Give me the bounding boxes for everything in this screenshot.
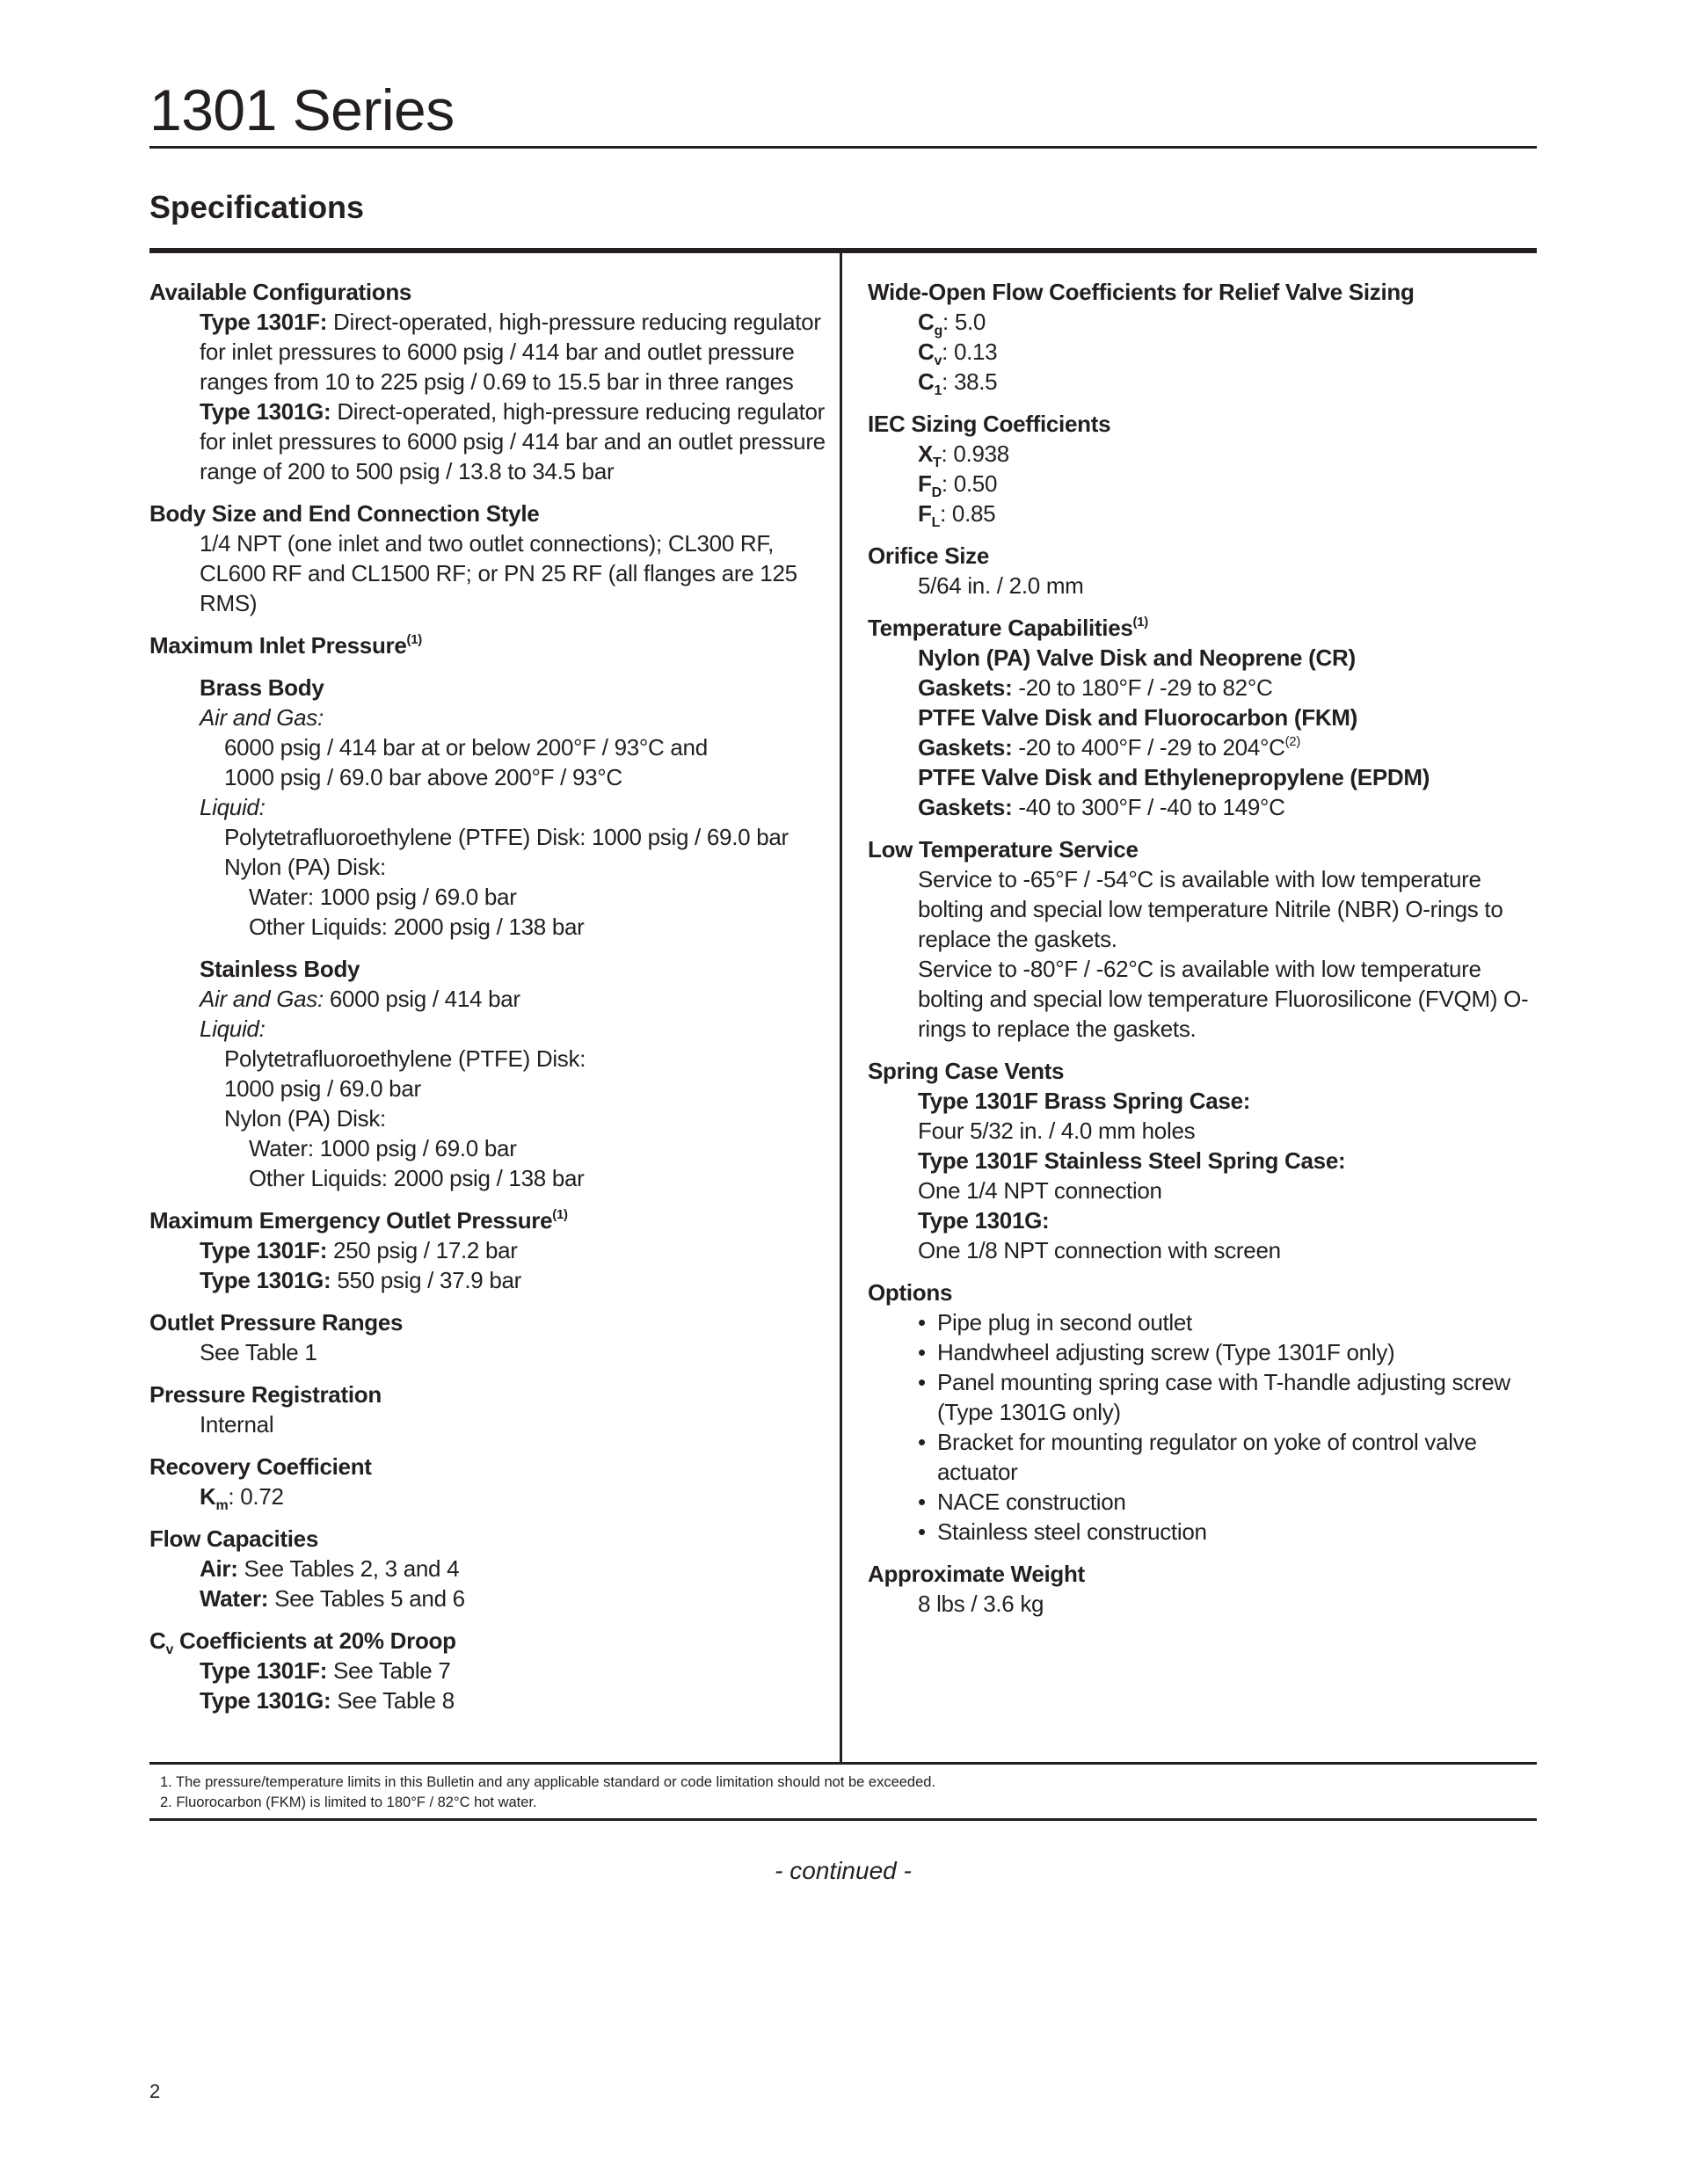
spec-text: Internal [200, 1411, 274, 1438]
bullet-icon: • [918, 1489, 926, 1515]
page-number: 2 [149, 2080, 161, 2102]
spec-text: 5/64 in. / 2.0 mm [918, 572, 1084, 599]
right-column [868, 277, 1536, 1631]
spec-text: One 1/8 NPT connection with screen [918, 1237, 1281, 1263]
spec-text: Water: See Tables 5 and 6 [200, 1585, 465, 1612]
list-item: • Pipe plug in second outlet [918, 1309, 1192, 1336]
spec-text: $F_L$: 0.85 [918, 500, 996, 530]
spec-text: Polytetrafluoroethylene (PTFE) Disk: 1000 psig / 69.0 bar [224, 824, 789, 850]
spec-heading: Available Configurations [149, 279, 412, 305]
spec-subheading: Type 1301F Brass Spring Case: [918, 1088, 1251, 1114]
spec-text: Water: 1000 psig / 69.0 bar [249, 1135, 517, 1161]
spec-heading: Outlet Pressure Ranges [149, 1309, 404, 1336]
spec-text: Other Liquids: 2000 psig / 138 bar [249, 914, 585, 940]
spec-heading: IEC Sizing Coefficients [868, 411, 1111, 437]
spec-text: $X_T$: 0.938 [918, 440, 1009, 470]
orifice-size [868, 541, 1536, 601]
spec-label: Air and Gas: [200, 704, 324, 731]
list-item: • Stainless steel construction [918, 1518, 1207, 1545]
spec-text: $C_1$: 38.5 [918, 368, 998, 398]
body-size [149, 499, 826, 618]
spec-text: $C_g$: 5.0 [918, 309, 986, 339]
spec-text: Service to -80°F / -62°C is available with low temperature bolting and special low temperature Fluorosilicone (FVQM) O-rings to replace the gaskets. [918, 956, 1529, 1042]
list-item: • NACE construction [918, 1489, 1126, 1515]
document-page [149, 0, 1537, 2184]
spec-subheading: Type 1301G: [918, 1207, 1050, 1234]
spec-label: Liquid: [200, 1016, 266, 1042]
spring-case-vents [868, 1056, 1536, 1265]
low-temperature-service [868, 834, 1536, 1044]
spec-subheading: Nylon (PA) Valve Disk and Neoprene (CR) [918, 644, 1356, 671]
spec-text: Air and Gas: 6000 psig / 414 bar [200, 986, 520, 1012]
max-inlet-pressure [149, 630, 826, 1193]
iec-sizing-coefficients [868, 409, 1536, 528]
spec-text: Gaskets: -40 to 300°F / -40 to 149°C [918, 794, 1285, 820]
list-item: • Handwheel adjusting screw (Type 1301F only) [918, 1339, 1395, 1365]
spec-text: Type 1301G: See Table 8 [200, 1687, 455, 1714]
footnote-rule-top [149, 1762, 1537, 1765]
bullet-icon: • [918, 1339, 926, 1365]
spec-text: Type 1301F: 250 psig / 17.2 bar [200, 1237, 518, 1263]
stainless-body-heading: Stainless Body [200, 956, 360, 982]
brass-body-heading: Brass Body [200, 674, 324, 701]
series-title: 1301 Series [149, 77, 455, 142]
list-item: • Bracket for mounting regulator on yoke of control valve actuator [918, 1429, 1477, 1485]
spec-text: Air: See Tables 2, 3 and 4 [200, 1555, 460, 1582]
spec-heading: Spring Case Vents [868, 1058, 1065, 1084]
spec-text: 1000 psig / 69.0 bar [224, 1075, 421, 1102]
bullet-icon: • [918, 1429, 926, 1455]
spec-heading: Flow Capacities [149, 1525, 318, 1552]
spec-heading: Orifice Size [868, 542, 990, 569]
options [868, 1278, 1536, 1547]
wide-open-flow-coefficients [868, 277, 1536, 397]
spec-text: 6000 psig / 414 bar at or below 200°F / 93°C and [224, 734, 708, 761]
spec-text: Type 1301F: See Table 7 [200, 1657, 451, 1684]
spec-subheading: PTFE Valve Disk and Ethylenepropylene (EPDM) [918, 764, 1430, 790]
spec-text: 1000 psig / 69.0 bar above 200°F / 93°C [224, 764, 622, 790]
spec-text: $C_v$: 0.13 [918, 339, 998, 368]
spec-subheading: Type 1301F Stainless Steel Spring Case: [918, 1147, 1346, 1174]
spec-heading: Body Size and End Connection Style [149, 500, 540, 527]
spec-text: Other Liquids: 2000 psig / 138 bar [249, 1165, 585, 1191]
footnote-ref: (1) [1132, 615, 1148, 630]
continued-label: - continued - [775, 1857, 912, 1884]
temperature-capabilities [868, 613, 1536, 822]
spec-text: 8 lbs / 3.6 kg [918, 1591, 1044, 1617]
footnote-rule-bottom [149, 1818, 1537, 1821]
options-list [868, 1307, 1536, 1547]
spec-text: Gaskets: -20 to 400°F / -29 to $204^\circ C^{(2)}$ [918, 734, 1301, 761]
approximate-weight [868, 1559, 1536, 1619]
list-item: • Panel mounting spring case with T-handle adjusting screw (Type 1301G only) [918, 1369, 1510, 1425]
bullet-icon: • [918, 1309, 926, 1336]
spec-subheading: PTFE Valve Disk and Fluorocarbon (FKM) [918, 704, 1358, 731]
spec-heading: Low Temperature Service [868, 836, 1139, 863]
footnote-ref: (1) [552, 1207, 568, 1222]
footnote-1: 1. The pressure/temperature limits in this Bulletin and any applicable standard or code limitation should not be exceeded. [160, 1774, 936, 1790]
section-heading: Specifications [149, 189, 365, 225]
spec-heading: Recovery Coefficient [149, 1453, 372, 1480]
spec-text: Water: 1000 psig / 69.0 bar [249, 884, 517, 910]
available-configurations [149, 277, 826, 486]
pressure-registration [149, 1380, 826, 1439]
cv-coefficients-droop [149, 1626, 826, 1715]
spec-text: Type 1301G: 550 psig / 37.9 bar [200, 1267, 522, 1293]
spec-text: Type 1301G: Direct-operated, high-pressure reducing regulator for inlet pressures to 6000 psig / 414 bar and an outlet pressure range of 200 to 500 psig / 13.8 to 34.5 bar [200, 398, 826, 484]
spec-heading: Maximum Inlet Pressure$^{(1)}$ [149, 632, 422, 659]
outlet-pressure-ranges [149, 1307, 826, 1367]
header-rule [149, 146, 1537, 149]
spec-text: One 1/4 NPT connection [918, 1177, 1162, 1204]
footnotes [160, 1773, 935, 1813]
max-emergency-outlet-pressure [149, 1205, 826, 1295]
spec-text: Service to -65°F / -54°C is available with low temperature bolting and special low temperature Nitrile (NBR) O-rings to replace the gaskets. [918, 866, 1503, 952]
spec-label: Liquid: [200, 794, 266, 820]
spec-text: See Table 1 [200, 1339, 317, 1365]
spec-text: Polytetrafluoroethylene (PTFE) Disk: [224, 1045, 586, 1072]
spec-heading: Approximate Weight [868, 1561, 1085, 1587]
spec-text: Four 5/32 in. / 4.0 mm holes [918, 1117, 1196, 1144]
spec-heading: Wide-Open Flow Coefficients for Relief Valve Sizing [868, 279, 1415, 305]
spec-heading: $C_v$ Coefficients at 20% Droop [149, 1627, 456, 1657]
spec-text: Gaskets: -20 to 180°F / -29 to 82°C [918, 674, 1273, 701]
section-rule [149, 248, 1537, 253]
footnote-ref: (2) [1284, 734, 1301, 749]
footnote-ref: (1) [406, 632, 422, 647]
flow-capacities [149, 1524, 826, 1613]
spec-text: $K_m$: 0.72 [200, 1483, 284, 1513]
left-column [149, 277, 826, 1728]
spec-heading: Temperature Capabilities$^{(1)}$ [868, 615, 1148, 641]
spec-text: 1/4 NPT (one inlet and two outlet connections); CL300 RF, CL600 RF and CL1500 RF; or PN 25 RF (all flanges are 125 RMS) [200, 530, 797, 616]
spec-text: Nylon (PA) Disk: [224, 854, 386, 880]
bullet-icon: • [918, 1518, 926, 1545]
spec-heading: Pressure Registration [149, 1381, 382, 1408]
bullet-icon: • [918, 1369, 926, 1395]
spec-text: $F_D$: 0.50 [918, 470, 998, 500]
spec-text: Type 1301F: Direct-operated, high-pressure reducing regulator for inlet pressures to 6000 psig / 414 bar and outlet pressure ranges from 10 to 225 psig / 0.69 to 15.5 bar in three ranges [200, 309, 821, 395]
column-divider [840, 253, 842, 1764]
footnote-2: 2. Fluorocarbon (FKM) is limited to 180°F / 82°C hot water. [160, 1795, 537, 1810]
recovery-coefficient [149, 1452, 826, 1511]
spec-heading: Options [868, 1279, 953, 1306]
spec-text: Nylon (PA) Disk: [224, 1105, 386, 1132]
spec-heading: Maximum Emergency Outlet Pressure$^{(1)}$ [149, 1207, 568, 1234]
